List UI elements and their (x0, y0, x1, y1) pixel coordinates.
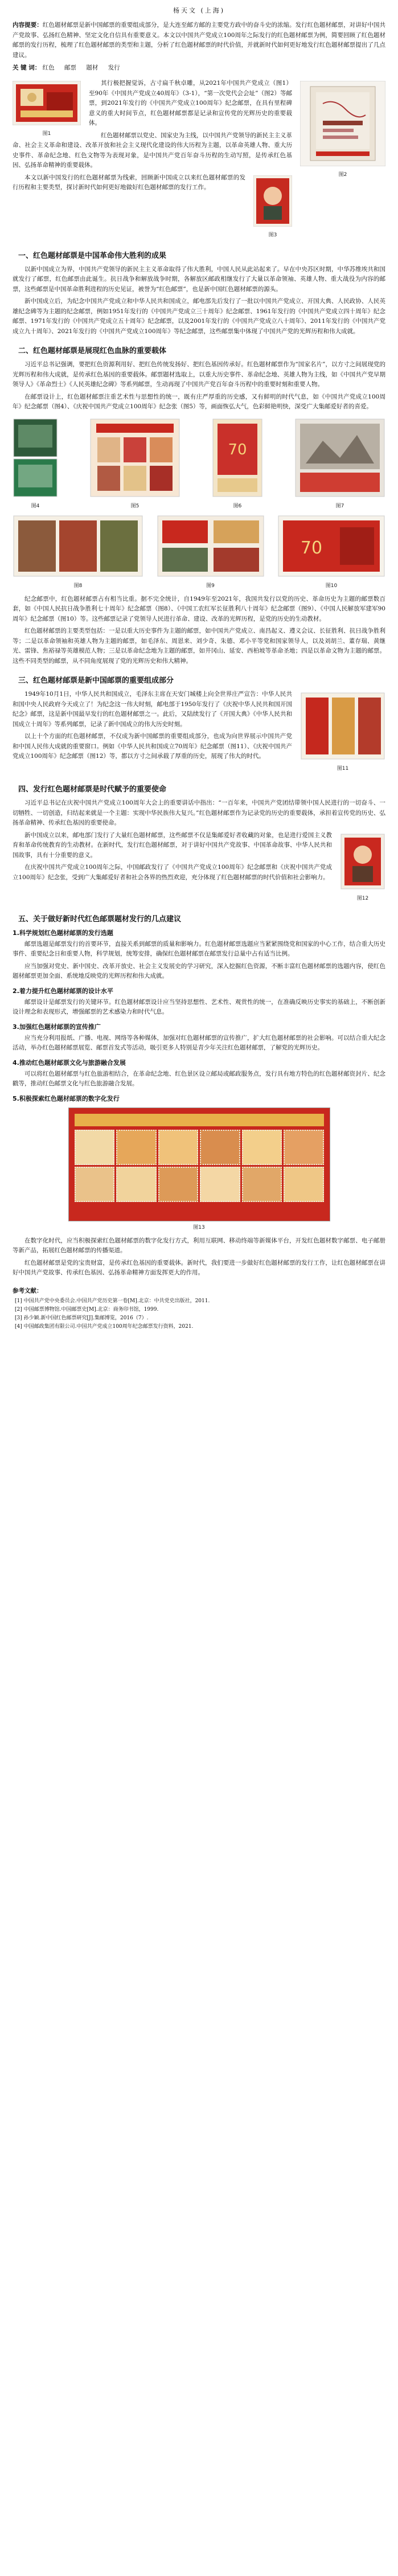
section-1-title: 一、红色题材邮票是中国革命伟大胜利的成果 (18, 251, 167, 260)
section-2b-para: 纪念邮票中，红色题材邮票占有相当比重。据不完全统计，自1949年至2021年，我国共发行以党的历史、革命历史为主题的邮票数百套，如《中国人民抗日战争胜利七十周年》纪念邮票（图8）、《中国工农红军长征胜利八十周年》纪念邮票（图9）、《中国人民解放军建军90周年》纪念邮票（图10）等。这些邮票记录了党领导人民进行革命、建设、改革的光辉历程，是党的历史的生动教材。 (13, 595, 385, 622)
references-title: 参考文献： (13, 1287, 43, 1294)
section-5-title: 五、关于做好新时代红色邮票题材发行的几点建议 (18, 914, 182, 924)
keywords-label: 关 键 词： (13, 64, 41, 71)
section-3-para: 以上十个方面的红色题材邮票，不仅成为新中国邮票的重要组成部分，也成为向世界展示中国共产党和中国人民伟大成就的重要窗口。例如《中华人民共和国成立70周年》纪念邮票（图11）、《庆祝中国共产党成立100周年》纪念邮票（图12）等，都以方寸之间承载了厚重的历史，展现了伟大的时代。 (13, 733, 292, 760)
references-list (13, 1297, 385, 1331)
figure-7 (294, 418, 385, 509)
section-2-para: 在邮票设计上，红色题材邮票注重艺术性与思想性的统一，既有庄严厚重的历史感，又有鲜明的时代气息，如《中国共产党成立100周年》纪念邮票（图4）、《庆祝中国共产党成立100周年》纪念张（图5）等，画面恢弘大气，色彩鲜艳明快，深受广大集邮爱好者的喜爱。 (13, 393, 385, 410)
figure-6-caption: 图6 (233, 503, 242, 509)
reference-item: [3] 孙少颖.新中国红色邮票研究[J].集邮博览，2016（7）. (15, 1315, 149, 1321)
stamp-image-fig7 (294, 418, 385, 498)
stamp-image-fig4 (13, 418, 58, 498)
figure-13 (68, 1107, 330, 1230)
stamp-image-fig1 (13, 81, 81, 125)
subsection-title: 1.科学规划红色题材邮票的发行选题 (13, 929, 113, 937)
stamp-image-fig12 (340, 833, 385, 890)
reference-item: [2] 中国邮票博物馆.中国邮票史[M].北京：商务印书馆，1999. (15, 1306, 159, 1312)
intro-para: 本文以新中国发行的红色题材邮票为线索，回顾新中国成立以来红色题材邮票的发行历程和主要类型，探讨新时代如何更好地做好红色题材邮票的发行工作。 (13, 174, 245, 191)
stamp-image-fig5 (89, 418, 180, 498)
figure-2 (300, 81, 385, 178)
figure-9-caption: 图9 (206, 583, 215, 589)
figure-12-caption: 图12 (356, 895, 369, 901)
abstract-label: 内容提要： (13, 22, 43, 28)
section-3-para: 1949年10月1日，中华人民共和国成立，毛泽东主席在天安门城楼上向全世界庄严宣告：中华人民共和国中央人民政府今天成立了！为纪念这一伟大时刻，邮电部于1950年发行了《庆祝中华人民共和国开国纪念》邮票，这是新中国最早发行的红色题材邮票之一。此后，又陆续发行了《开国大典》《中华人民共和国成立十周年》等系列邮票，记录了新中国成立的伟大历史时刻。 (13, 691, 292, 728)
section-2-para: 习近平总书记强调，要把红色资源利用好、把红色传统发扬好、把红色基因传承好。红色题材邮票作为“国家名片”，以方寸之间展现党的光辉历程和伟大成就，是传承红色基因的重要载体。邮票题材选取上，以重大历史事件、革命纪念地、英雄人物为主线，如《中国共产党早期领导人》《革命烈士》《人民英雄纪念碑》等系列邮票，生动再现了中国共产党百年奋斗历程中的重要时刻和重要人物。 (13, 361, 385, 388)
closing-para: 红色题材邮票是党的宝贵财富，是传承红色基因的重要载体。新时代，我们要进一步做好红色题材邮票的发行工作，让红色题材邮票在讲好中国共产党故事、传承红色基因、弘扬革命精神方面发挥更大的作用。 (13, 1259, 385, 1276)
section-1-para: 新中国成立后，为纪念中国共产党成立和中华人民共和国成立，邮电部先后发行了一批以中国共产党成立、开国大典、人民政协、人民英雄纪念碑等为主题的纪念邮票，例如1951年发行的《中国共产党成立三十周年》纪念邮票、1961年发行的《中国共产党成立四十周年》纪念邮票、1971年发行的《中国共产党成立五十周年》纪念邮票，以及2001年发行的《中国共产党成立八十周年》、2011年发行的《中国共产党成立九十周年》、2021年发行的《中国共产党成立100周年》等纪念邮票，这些邮票集中体现了中国共产党的光辉历程和伟大成就。 (13, 298, 385, 335)
subsection-title: 5.积极探索红色题材邮票的数字化发行 (13, 1094, 120, 1102)
section-2-title: 二、红色题材邮票是展现红色血脉的重要载体 (18, 347, 167, 355)
svg-text:70: 70 (300, 538, 323, 558)
subsection-para: 邮票选题是邮票发行的首要环节，直接关系到邮票的质量和影响力。红色题材邮票选题应当紧紧围绕党和国家的中心工作，结合重大历史事件、重要纪念日和重要人物，科学规划，统筹安排，确保红色题材邮票在邮票发行总量中占有适当比例。 (13, 940, 385, 957)
figure-1 (13, 81, 81, 137)
figure-5-caption: 图5 (130, 503, 139, 509)
keywords (13, 63, 385, 73)
figure-4-caption: 图4 (31, 503, 40, 509)
figure-8-caption: 图8 (73, 583, 83, 589)
intro-para: 其行极把握觉诉，古寸扁千秋卓雕，从2021年中国共产党成立（图1）至90年《中国共产党成立40周年》（3-1），“第一次党代会会址”（图2）等邮票，到2021年发行的《中国共产党成立100周年》纪念邮票，在具有里程碑意义的重大时间节点，红色题材邮票都是记录和宣传党的光辉历史的重要载体。 (89, 80, 292, 126)
reference-item: [1] 中国共产党中央委员会.中国共产党历史第一卷[M].北京：中共党史出版社，2011. (15, 1298, 210, 1304)
stamp-image-fig9 (157, 515, 265, 577)
figure-10-caption: 图10 (325, 583, 338, 589)
figure-10 (277, 515, 385, 589)
stamp-image-fig3 (253, 175, 292, 227)
figure-row-8-10 (13, 515, 385, 589)
section-4-title: 四、发行红色题材邮票是时代赋予的重要使命 (18, 785, 167, 794)
closing-para: 在数字化时代，应当积极探索红色题材邮票的数字化发行方式，利用互联网、移动终端等新媒体平台，开发红色题材数字邮票、电子邮册等新产品，拓展红色题材邮票的传播渠道。 (13, 1237, 385, 1254)
section-4-para: 在庆祝中国共产党成立100周年之际，中国邮政发行了《中国共产党成立100周年》纪念邮票和《庆祝中国共产党成立100周年》纪念张，受到广大集邮爱好者和社会各界的热烈欢迎，充分体现了红色题材邮票的时代价值和社会影响力。 (13, 864, 332, 881)
figure-6 (212, 418, 263, 509)
stamp-sheet-fig13 (68, 1107, 330, 1221)
svg-text:70: 70 (228, 441, 247, 458)
figure-4 (13, 418, 58, 509)
figure-8 (13, 515, 143, 589)
keyword: 邮票 (64, 64, 76, 71)
abstract (13, 20, 385, 60)
intro-para: 红色题材邮票以党史、国家史为主线，以中国共产党领导的新民主主义革命、社会主义革命和建设、改革开放和社会主义现代化建设的伟大历程为主题，以革命英雄人物、重大历史事件、革命纪念地、红色文物等为表现对象，是中国共产党百年奋斗历程的生动写照，是传承红色基因、弘扬革命精神的重要载体。 (13, 132, 292, 169)
subsection-para: 应当充分利用报纸、广播、电视、网络等各种媒体，加强对红色题材邮票的宣传推广，扩大红色题材邮票的社会影响。可以结合重大纪念活动，举办红色题材邮票展览、邮票首发式等活动，吸引更多人特别是青少年关注红色题材邮票，了解党的光辉历史。 (13, 1034, 385, 1051)
figure-7-caption: 图7 (335, 503, 344, 509)
figure-11-caption: 图11 (337, 766, 349, 772)
figure-13-caption: 图13 (193, 1224, 205, 1230)
figure-12 (340, 833, 385, 901)
stamp-image-fig8 (13, 515, 143, 577)
author-byline: 杨天文 (上海) (173, 7, 225, 14)
figure-1-caption: 图1 (42, 131, 51, 137)
figure-3 (253, 175, 292, 238)
section-4-para: 新中国成立以来，邮电部门发行了大量红色题材邮票，这些邮票不仅是集邮爱好者收藏的对象，也是进行爱国主义教育和革命传统教育的生动教材。在新时代，发行红色题材邮票，对于讲好中国共产党故事、中国革命故事、中华人民共和国故事，具有十分重要的意义。 (13, 831, 332, 859)
figure-9 (157, 515, 265, 589)
section-4-para: 习近平总书记在庆祝中国共产党成立100周年大会上的重要讲话中指出：“一百年来，中国共产党团结带领中国人民进行的一切奋斗、一切牺牲、一切创造，归结起来就是一个主题：实现中华民族伟大复兴。”红色题材邮票作为记录党的历史的重要载体，承担着宣传党的历史、弘扬革命精神、传承红色基因的重要使命。 (13, 799, 385, 826)
figure-11 (300, 692, 385, 772)
figure-2-caption: 图2 (338, 172, 347, 178)
keyword: 红色 (42, 64, 55, 71)
section-2b-para: 红色题材邮票的主要类型包括：一是以重大历史事件为主题的邮票，如中国共产党成立、南昌起义、遵义会议、长征胜利、抗日战争胜利等；二是以革命领袖和英雄人物为主题的邮票，如毛泽东、周恩来、刘少奇、朱德、邓小平等党和国家领导人，以及刘胡兰、董存瑞、黄继光、雷锋、焦裕禄等英雄模范人物；三是以革命纪念地为主题的邮票，如井冈山、延安、西柏坡等革命圣地；四是以革命文物为主题的邮票。这些不同类型的邮票，从不同角度展现了党的光辉历史和伟大精神。 (13, 627, 385, 664)
keyword: 发行 (108, 64, 120, 71)
stamp-image-fig10 (277, 515, 385, 577)
subsection-title: 4.推动红色题材邮票文化与旅游融合发展 (13, 1059, 126, 1067)
subsection-title: 2.着力提升红色题材邮票的设计水平 (13, 987, 113, 995)
reference-item: [4] 中国邮政集团有限公司.中国共产党成立100周年纪念邮票发行资料，2021. (15, 1323, 194, 1330)
section-1-para: 以新中国成立为界，中国共产党领导的新民主主义革命取得了伟大胜利，中国人民从此站起来了。早在中央苏区时期，中华苏维埃共和国就发行了邮票，红色邮票由此诞生。抗日战争和解放战争时期，各解放区邮政相继发行了大量以革命领袖、英雄人物、重大战役为内容的邮票，这些邮票是中国革命胜利进程的历史见证，被誉为“红色邮票”，也是新中国红色题材邮票的源头。 (13, 265, 385, 293)
abstract-text: 红色题材邮票是新中国邮票的重要组成部分，是大连至邮方邮的主要党方政中的奋斗史的浓缩。发行红色题材邮票，对讲好中国共产党故事、弘扬红色精神、坚定文化自信具有重要意义。本文以中国共产党成立100周年之际发行的红色题材邮票为例，简要回顾了红色题材邮票的发行历程，梳理了红色题材邮票的类型和主题，分析了红色题材邮票的时代价值，并就新时代如何更好地发行红色题材邮票提出了几点建议。 (13, 22, 385, 59)
subsection-para: 应当加强对党史、新中国史、改革开放史、社会主义发展史的学习研究，深入挖掘红色资源，不断丰富红色题材邮票的选题内容，使红色题材邮票更加全面、系统地反映党的光辉历程和伟大成就。 (13, 962, 385, 979)
stamp-image-fig6 (212, 418, 263, 498)
stamp-image-fig2 (300, 81, 385, 166)
figure-3-caption: 图3 (268, 232, 277, 238)
subsection-para: 邮票设计是邮票发行的关键环节。红色题材邮票设计应当坚持思想性、艺术性、观赏性的统一，在准确反映历史事实的基础上，不断创新设计理念和表现形式，增强邮票的艺术感染力和时代气息。 (13, 998, 385, 1015)
subsection-title: 3.加强红色题材邮票的宣传推广 (13, 1023, 101, 1031)
keyword: 题材 (86, 64, 99, 71)
figure-row-4-7 (13, 418, 385, 509)
subsection-para: 可以将红色题材邮票与红色旅游相结合，在革命纪念地、红色景区设立邮局或邮政服务点，发行具有地方特色的红色题材邮资封片、纪念戳等，推动红色邮票文化与红色旅游融合发展。 (13, 1070, 385, 1087)
section-3-title: 三、红色题材邮票是新中国邮票的重要组成部分 (18, 676, 174, 685)
figure-5 (89, 418, 180, 509)
stamp-image-fig11 (300, 692, 385, 760)
